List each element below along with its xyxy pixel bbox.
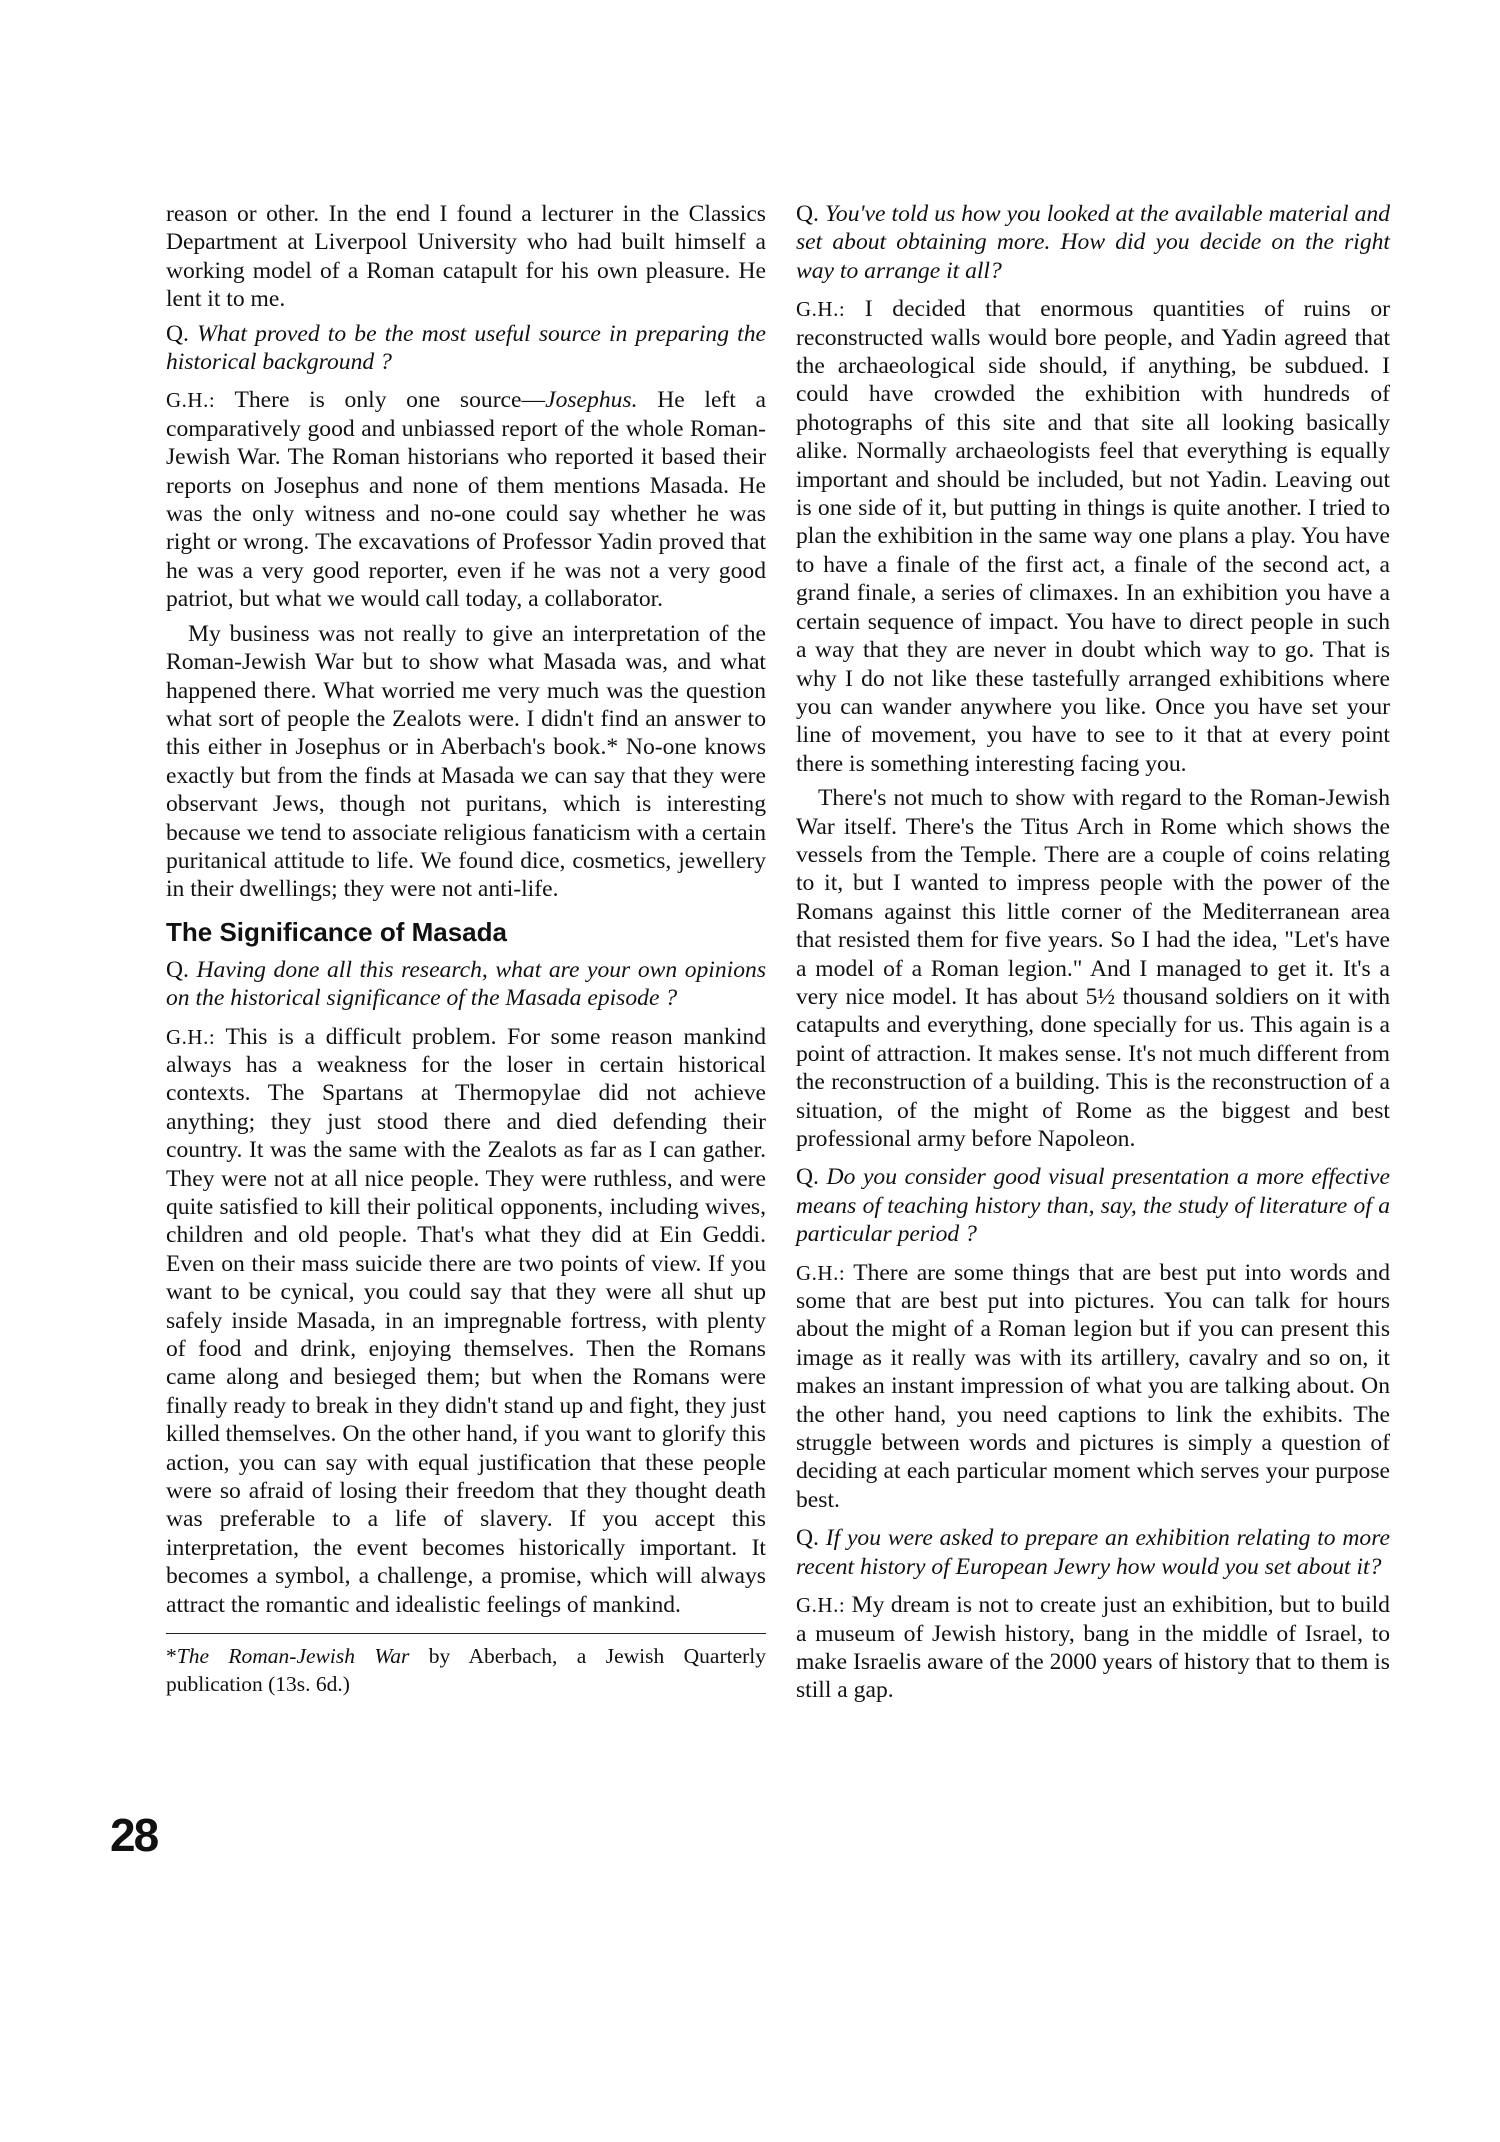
answer-sources (166, 386, 766, 613)
question-label: Q. (166, 956, 189, 983)
left-column (166, 200, 766, 1708)
paragraph-roman-legion: There's not much to show with regard to the Roman-Jewish War itself. There's the Titus Arch in Rome which shows the vessels from the Temple. There are a couple of coins relating to it, but I wanted to impress people with the power of the Romans against this little corner of the Mediterranean area that resisted them for five years. So I had the idea, "Let's have a model of a Roman legion." And I managed to get it. It's a very nice model. It has about 5½ thousand soldiers on it with catapults and everything, done specially for us. This again is a point of attraction. It makes sense. It's not much different from the reconstruction of a building. This is the reconstruction of a situation, of the might of Rome as the biggest and best professional army before Napoleon. (796, 785, 1390, 1152)
answer-text: There are some things that are best put into words and some that are best put into pictures. You can talk for hours about the might of a Roman legion but if you can present this image as it really was with its artillery, cavalry and so on, it makes an instant impression of what you are talking about. On the other hand, you need captions to link the exhibits. The struggle between words and pictures is simply a question of deciding at each particular moment which serves your purpose best. (796, 1259, 1390, 1513)
question-text: Do you consider good visual presentation a more effective means of teaching history than, say, the study of literature of a particular period ? (796, 1164, 1390, 1248)
question-arrangement (796, 200, 1390, 285)
answer-visual-presentation (796, 1259, 1390, 1515)
section-heading: The Significance of Masada (166, 916, 507, 947)
page-number: 28 (110, 1809, 158, 1861)
speaker-label: G.H.: (796, 1260, 846, 1285)
speaker-label: G.H.: (166, 1024, 216, 1049)
answer-european-jewry (796, 1591, 1390, 1705)
footnote-divider (166, 1633, 766, 1634)
speaker-label: G.H.: (796, 297, 846, 322)
paragraph-continued: reason or other. In the end I found a lecturer in the Classics Department at Liverpool University who had built himself a working model of a Roman catapult for his own pleasure. He lent it to me. (166, 201, 766, 313)
question-significance (166, 956, 766, 1013)
question-label: Q. (166, 320, 189, 347)
question-text: You've told us how you looked at the available material and set about obtaining more. How did you decide on the right way to arrange it all? (796, 201, 1390, 284)
answer-text: This is a difficult problem. For some reason mankind always has a weakness for the loser in certain historical contexts. The Spartans at Thermopylae did not achieve anything; they just stood there and died defending their country. It was the same with the Zealots as far as I can gather. They were not at all nice people. They were ruthless, and were quite satisfied to kill their political opponents, including wives, children and old people. That's what they did at Ein Geddi. Even on their mass suicide there are two points of view. If you want to be cynical, you could say that they were all shut up safely inside Masada, in an impregnable fortress, with plenty of food and drink, enjoying themselves. Then the Romans came along and besieged them; but when the Romans were finally ready to break in they didn't stand up and fight, they just killed themselves. On the other hand, if you want to glorify this action, you can say with equal justification that these people were so afraid of losing their freedom that they thought death was preferable to a life of slavery. If you accept this interpretation, the event becomes historically important. It becomes a symbol, a challenge, a promise, which will always attract the romantic and idealistic feelings of mankind. (166, 1023, 766, 1618)
question-text: Having done all this research, what are your own opinions on the historical significance of the Masada episode ? (166, 956, 766, 1012)
answer-text: He left a comparatively good and unbiassed report of the whole Roman-Jewish War. The Roman historians who reported it based their reports on Josephus and none of them mentions Masada. He was the only witness and no-one could say whether he was right or wrong. The excavations of Professor Yadin proved that he was a very good reporter, even if he was not a very good patriot, but what we would call today, a collaborator. (166, 387, 766, 613)
answer-arrangement (796, 295, 1390, 778)
question-label: Q. (796, 201, 819, 227)
question-visual-presentation (796, 1163, 1390, 1248)
footnote-marker: * (166, 1644, 177, 1669)
question-label: Q. (796, 1525, 819, 1552)
footnote-text: by Aberbach, a Jewish Quarterly publication (13s. 6d.) (166, 1644, 767, 1697)
question-text: What proved to be the most useful source in preparing the historical background ? (166, 320, 766, 376)
answer-emphasis: Josephus. (545, 387, 638, 414)
footnote (166, 1642, 766, 1698)
answer-text: My dream is not to create just an exhibition, but to build a museum of Jewish history, bang in the middle of Israel, to make Israelis aware of the 2000 years of history that to them is still a gap. (796, 1592, 1390, 1704)
right-column (796, 200, 1390, 1715)
footnote-title: The Roman-Jewish War (176, 1644, 410, 1669)
answer-lead: There is only one source— (234, 387, 546, 414)
answer-significance (166, 1023, 766, 1620)
question-label: Q. (796, 1164, 819, 1191)
question-european-jewry (796, 1524, 1390, 1581)
question-sources (166, 320, 766, 377)
answer-text: I decided that enormous quantities of ruins or reconstructed walls would bore people, and Yadin agreed that the archaeological side should, if anything, be subdued. I could have crowded the exhibition with hundreds of photographs of this site and that site all looking basically alike. Normally archaeologists feel that everything is equally important and should be included, but not Yadin. Leaving out is one side of it, but putting in things is quite another. I tried to plan the exhibition in the same way one plans a play. You have to have a finale of the first act, a finale of the second act, a grand finale, a series of climaxes. In an exhibition you have a certain sequence of impact. You have to direct people in such a way that they are never in doubt which way to go. That is why I do not like these tastefully arranged exhibitions where you can wander anywhere you like. Once you have set your line of movement, you have to see to it that at every point there is something interesting facing you. (796, 296, 1390, 777)
question-text: If you were asked to prepare an exhibition relating to more recent history of European Jewry how would you set about it? (796, 1525, 1390, 1580)
speaker-label: G.H.: (796, 1593, 846, 1618)
paragraph-zealots: My business was not really to give an interpretation of the Roman-Jewish War but to show what Masada was, and what happened there. What worried me very much was the question what sort of people the Zealots were. I didn't find an answer to this either in Josephus or in Aberbach's book.* No-one knows exactly but from the finds at Masada we can say that they were observant Jews, though not puritans, which is interesting because we tend to associate religious fanaticism with a certain puritanical attitude to life. We found dice, cosmetics, jewellery in their dwellings; they were not anti-life. (166, 620, 766, 903)
speaker-label: G.H.: (166, 388, 216, 413)
